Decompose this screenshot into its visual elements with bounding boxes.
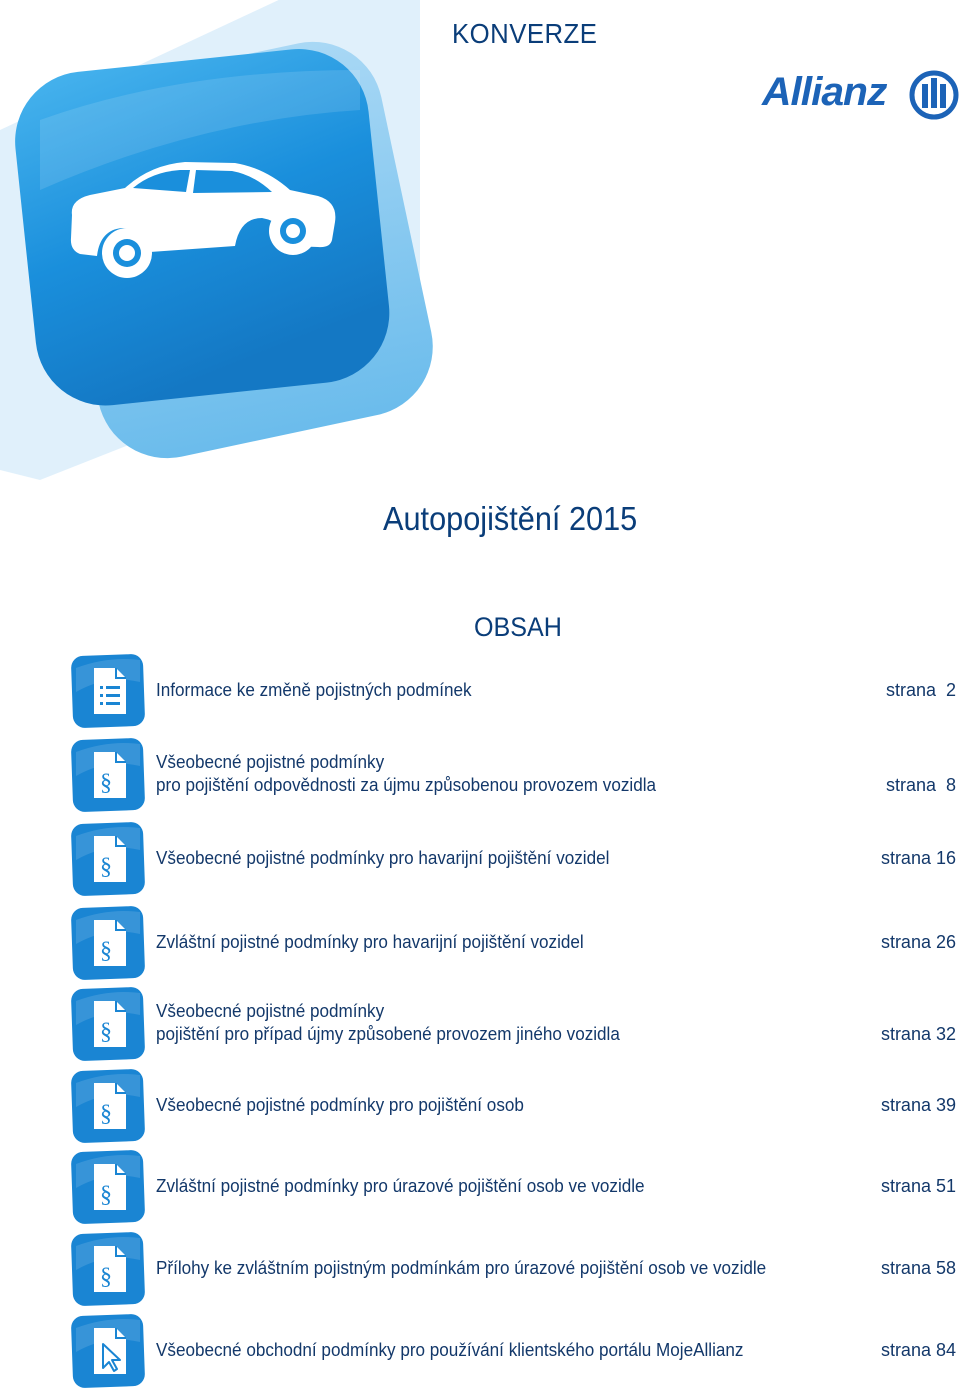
toc-item-label — [156, 1000, 620, 1046]
toc-item-label — [156, 1094, 524, 1117]
toc-item-label — [156, 679, 472, 702]
svg-text:§: § — [100, 1101, 112, 1127]
svg-text:§: § — [100, 1019, 112, 1045]
paragraph-document-icon — [70, 987, 146, 1061]
toc-item-label-line: Všeobecné pojistné podmínky — [156, 752, 385, 772]
toc-item-label-line: pojištění pro případ újmy způsobené provozem jiného vozidla — [156, 1024, 620, 1044]
toc-item-label — [156, 931, 584, 954]
toc-item-label-line: Všeobecné pojistné podmínky — [156, 1001, 385, 1021]
svg-text:§: § — [100, 938, 112, 964]
toc-item-label-line: Zvláštní pojistné podmínky pro úrazové pojištění osob ve vozidle — [156, 1176, 645, 1196]
toc-item[interactable] — [0, 987, 960, 1061]
svg-text:§: § — [100, 1264, 112, 1290]
toc-item-label-line: Informace ke změně pojistných podmínek — [156, 680, 472, 700]
toc-item-page: strana 16 — [880, 848, 956, 868]
toc-item-page: strana 2 — [885, 680, 956, 700]
toc-item-label-line: pro pojištění odpovědnosti za újmu způsobenou provozem vozidla — [156, 775, 657, 795]
toc-item-page: strana 39 — [880, 1095, 956, 1115]
paragraph-document-icon — [70, 1069, 146, 1143]
paragraph-document-icon — [70, 906, 146, 980]
toc-heading: OBSAH — [474, 612, 562, 642]
toc-item[interactable] — [0, 738, 960, 812]
paragraph-document-icon — [70, 1150, 146, 1224]
toc-item-label-line: Všeobecné pojistné podmínky pro pojištění osob — [156, 1095, 524, 1115]
toc-item-page: strana 58 — [880, 1258, 956, 1278]
toc-item[interactable] — [0, 654, 960, 728]
paragraph-document-icon — [70, 738, 146, 812]
konverze-label: KONVERZE — [452, 18, 598, 49]
toc-item[interactable] — [0, 1150, 960, 1224]
toc-item-page: strana 32 — [880, 1024, 956, 1044]
document-title: Autopojištění 2015 — [383, 500, 638, 537]
toc-item[interactable] — [0, 1069, 960, 1143]
toc-item[interactable] — [0, 822, 960, 896]
toc-item-label-line: Přílohy ke zvláštním pojistným podmínkám pro úrazové pojištění osob ve vozidle — [156, 1258, 767, 1278]
toc-item-label-line: Zvláštní pojistné podmínky pro havarijní pojištění vozidel — [156, 932, 584, 952]
svg-text:§: § — [100, 1182, 112, 1208]
paragraph-document-icon — [70, 822, 146, 896]
toc-item-label-line: Všeobecné obchodní podmínky pro používání klientského portálu MojeAllianz — [156, 1340, 744, 1360]
toc-item[interactable] — [0, 1232, 960, 1306]
toc-item-label — [156, 1257, 766, 1280]
allianz-logo — [762, 68, 960, 122]
toc-item-label — [156, 1339, 743, 1362]
toc-item[interactable] — [0, 1314, 960, 1388]
paragraph-document-icon — [70, 1232, 146, 1306]
toc-item[interactable] — [0, 906, 960, 980]
toc-item-label — [156, 847, 609, 870]
svg-text:§: § — [100, 770, 112, 796]
list-document-icon — [70, 654, 146, 728]
toc-item-page: strana 26 — [880, 932, 956, 952]
toc-item-label-line: Všeobecné pojistné podmínky pro havarijní pojištění vozidel — [156, 848, 610, 868]
allianz-wordmark: Allianz — [762, 70, 887, 114]
toc-item-page: strana 8 — [885, 775, 956, 795]
toc-item-label — [156, 1175, 645, 1198]
car-icon — [0, 0, 460, 500]
cursor-document-icon — [70, 1314, 146, 1388]
toc-item-page: strana 51 — [880, 1176, 956, 1196]
toc-item-page: strana 84 — [880, 1340, 956, 1360]
svg-text:§: § — [100, 854, 112, 880]
allianz-eagle-icon — [908, 68, 960, 122]
toc-item-label — [156, 751, 656, 797]
